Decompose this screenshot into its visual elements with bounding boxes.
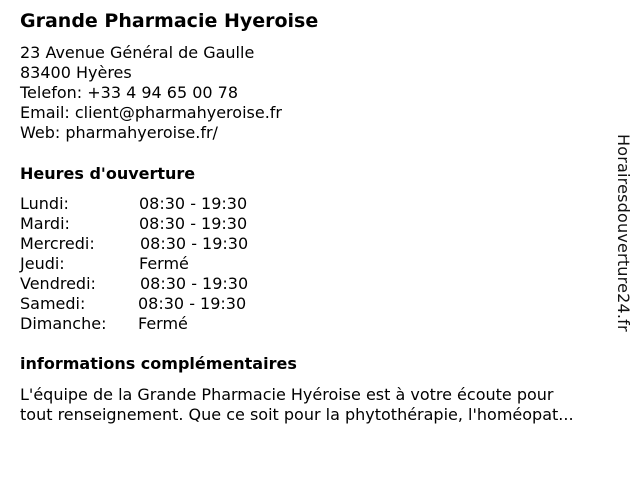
day-label: Dimanche: [20, 314, 107, 333]
day-label: Lundi: [20, 194, 69, 213]
email-line: Email: client@pharmahyeroise.fr [20, 103, 282, 122]
time-value: 08:30 - 19:30 [140, 274, 249, 293]
address-line1: 23 Avenue Général de Gaulle [20, 43, 255, 62]
time-value: 08:30 - 19:30 [138, 294, 247, 313]
day-label: Jeudi: [20, 254, 65, 273]
web-line: Web: pharmahyeroise.fr/ [20, 123, 218, 142]
time-value: Fermé [139, 254, 189, 273]
time-value: 08:30 - 19:30 [139, 214, 248, 233]
time-value: 08:30 - 19:30 [140, 234, 249, 253]
day-label: Mardi: [20, 214, 70, 233]
info-text [20, 385, 620, 425]
phone-line: Telefon: +33 4 94 65 00 78 [20, 83, 239, 102]
info-line1: L'équipe de la Grande Pharmacie Hyéroise est à votre écoute pour [20, 385, 554, 404]
day-label: Mercredi: [20, 234, 95, 253]
time-value: 08:30 - 19:30 [139, 194, 248, 213]
day-label: Samedi: [20, 294, 86, 313]
address-line2: 83400 Hyères [20, 63, 132, 82]
site-watermark: Horairesdouverture24.fr [614, 134, 633, 332]
info-line2: tout renseignement. Que ce soit pour la phytothérapie, l'homéopat... [20, 405, 574, 424]
hours-heading: Heures d'ouverture [20, 164, 196, 183]
contact-block [20, 43, 282, 143]
info-heading: informations complémentaires [20, 354, 297, 373]
day-label: Vendredi: [20, 274, 96, 293]
time-value: Fermé [138, 314, 188, 333]
business-name: Grande Pharmacie Hyeroise [20, 10, 319, 32]
